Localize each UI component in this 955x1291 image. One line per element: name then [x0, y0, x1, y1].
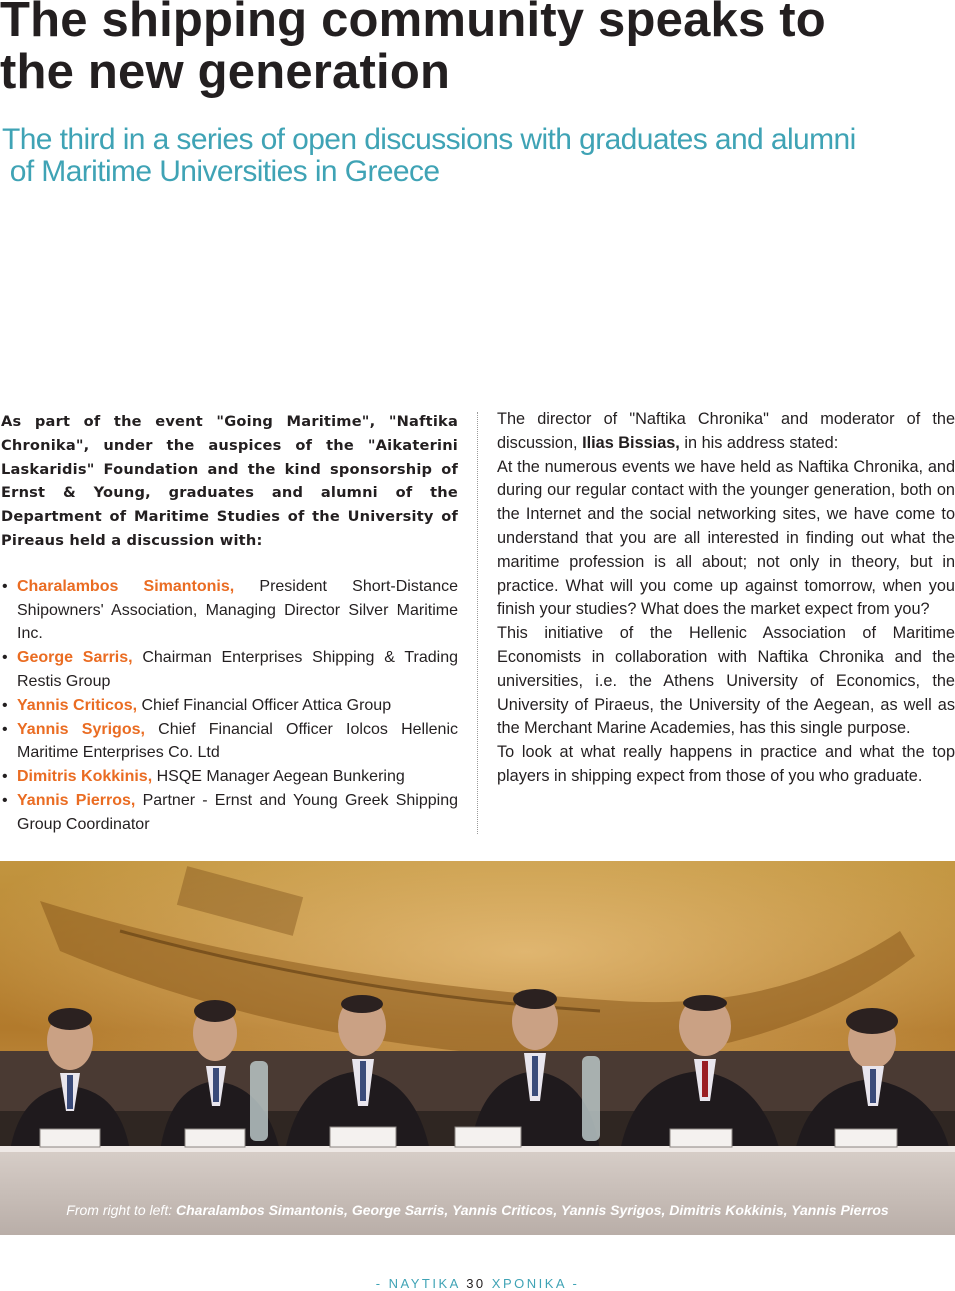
panelist-role: Partner - Ernst and Young Greek Shipping Group Coordinator: [17, 791, 458, 833]
panelist-item: [1, 646, 458, 694]
intro-paragraph: As part of the event "Going Maritime", "Naftika Chronika", under the auspices of the "Aikaterini Laskaridis" Foundation and the kind sponsorship of Ernst & Young, graduates and alumni of the Department of Maritime Studies of the University of Pireaus held a discussion with:: [1, 413, 458, 549]
panelist-role: President Short-Distance Shipowners' Association, Managing Director Silver Maritime Inc.: [17, 577, 458, 643]
subtitle-line-1: The third in a series of open discussions with graduates and alumni: [2, 123, 856, 156]
panelist-list: [1, 575, 458, 837]
address-paragraph-2: This initiative of the Hellenic Association of Maritime Economists in collaboration with Naftika Chronika and the universities, i.e. the Athens University of Economics, the University of Piraeus, the University of the Aegean, as well as the Merchant Marine Academies, has this single purpose.: [497, 624, 955, 738]
panelist-name: Dimitris Kokkinis,: [17, 768, 153, 786]
footer-publication-right: ΧΡΟΝΙΚΑ -: [485, 1276, 580, 1291]
right-column: [497, 408, 955, 789]
page-footer: [0, 1276, 955, 1291]
panelist-name: Yannis Pierros,: [17, 791, 136, 809]
footer-publication-left: - ΝΑΥΤΙΚΑ: [375, 1276, 467, 1291]
column-divider: [477, 412, 478, 834]
address-paragraph-1: At the numerous events we have held as Naftika Chronika, and during our regular contact with the younger generation, both on the Internet and the social networking sites, we have come to understand that you are all interested in finding out what the maritime profession is all about; not only in theory, but in practice. What will you come up against tomorrow, when you finish your studies? What does the market expect from you?: [497, 457, 955, 619]
article-title: [0, 0, 950, 98]
panelist-name: George Sarris,: [17, 649, 133, 667]
address-paragraph-3: To look at what really happens in practice and what the top players in shipping expect from those of you who graduate.: [497, 743, 955, 785]
caption-names: Charalambos Simantonis, George Sarris, Yannis Criticos, Yannis Syrigos, Dimitris Kokkinis, Yannis Pierros: [176, 1202, 889, 1218]
left-column: [1, 410, 458, 837]
panelist-name: Yannis Syrigos,: [17, 720, 145, 738]
title-line-2: the new generation: [0, 45, 451, 99]
moderator-text-before: The director of "Naftika Chronika" and moderator of the discussion,: [497, 410, 955, 452]
page-number: 30: [466, 1276, 486, 1291]
panelist-role: Chief Financial Officer Iolcos Hellenic Maritime Enterprises Co. Ltd: [17, 720, 458, 762]
panelist-name: Charalambos Simantonis,: [17, 577, 235, 595]
panelist-item: [1, 694, 458, 718]
title-line-1: The shipping community speaks to: [0, 0, 826, 47]
panelist-role: Chairman Enterprises Shipping & Trading Restis Group: [17, 649, 458, 690]
panelist-role: HSQE Manager Aegean Bunkering: [152, 768, 405, 786]
bullet-icon: •: [2, 720, 8, 738]
moderator-paragraph: [497, 408, 955, 456]
bullet-icon: •: [2, 577, 8, 595]
panelist-role: Chief Financial Officer Attica Group: [137, 696, 392, 714]
bullet-icon: •: [2, 791, 8, 809]
photo-caption: [0, 1202, 955, 1218]
panelist-item: [1, 765, 458, 789]
bullet-icon: •: [2, 768, 8, 786]
panelist-item: [1, 575, 458, 646]
panelist-item: [1, 718, 458, 766]
bullet-icon: •: [2, 649, 8, 667]
subtitle-line-2: of Maritime Universities in Greece: [9, 155, 440, 188]
bullet-icon: •: [2, 696, 8, 714]
panel-photo: [0, 861, 955, 1235]
panelist-item: [1, 789, 458, 837]
panelist-name: Yannis Criticos,: [17, 696, 138, 714]
panel-photo-illustration: [0, 861, 955, 1235]
caption-lead: From right to left:: [66, 1202, 176, 1218]
moderator-text-after: in his address stated:: [679, 433, 839, 452]
article-subtitle: [2, 124, 942, 188]
moderator-name: Ilias Bissias,: [582, 433, 680, 452]
